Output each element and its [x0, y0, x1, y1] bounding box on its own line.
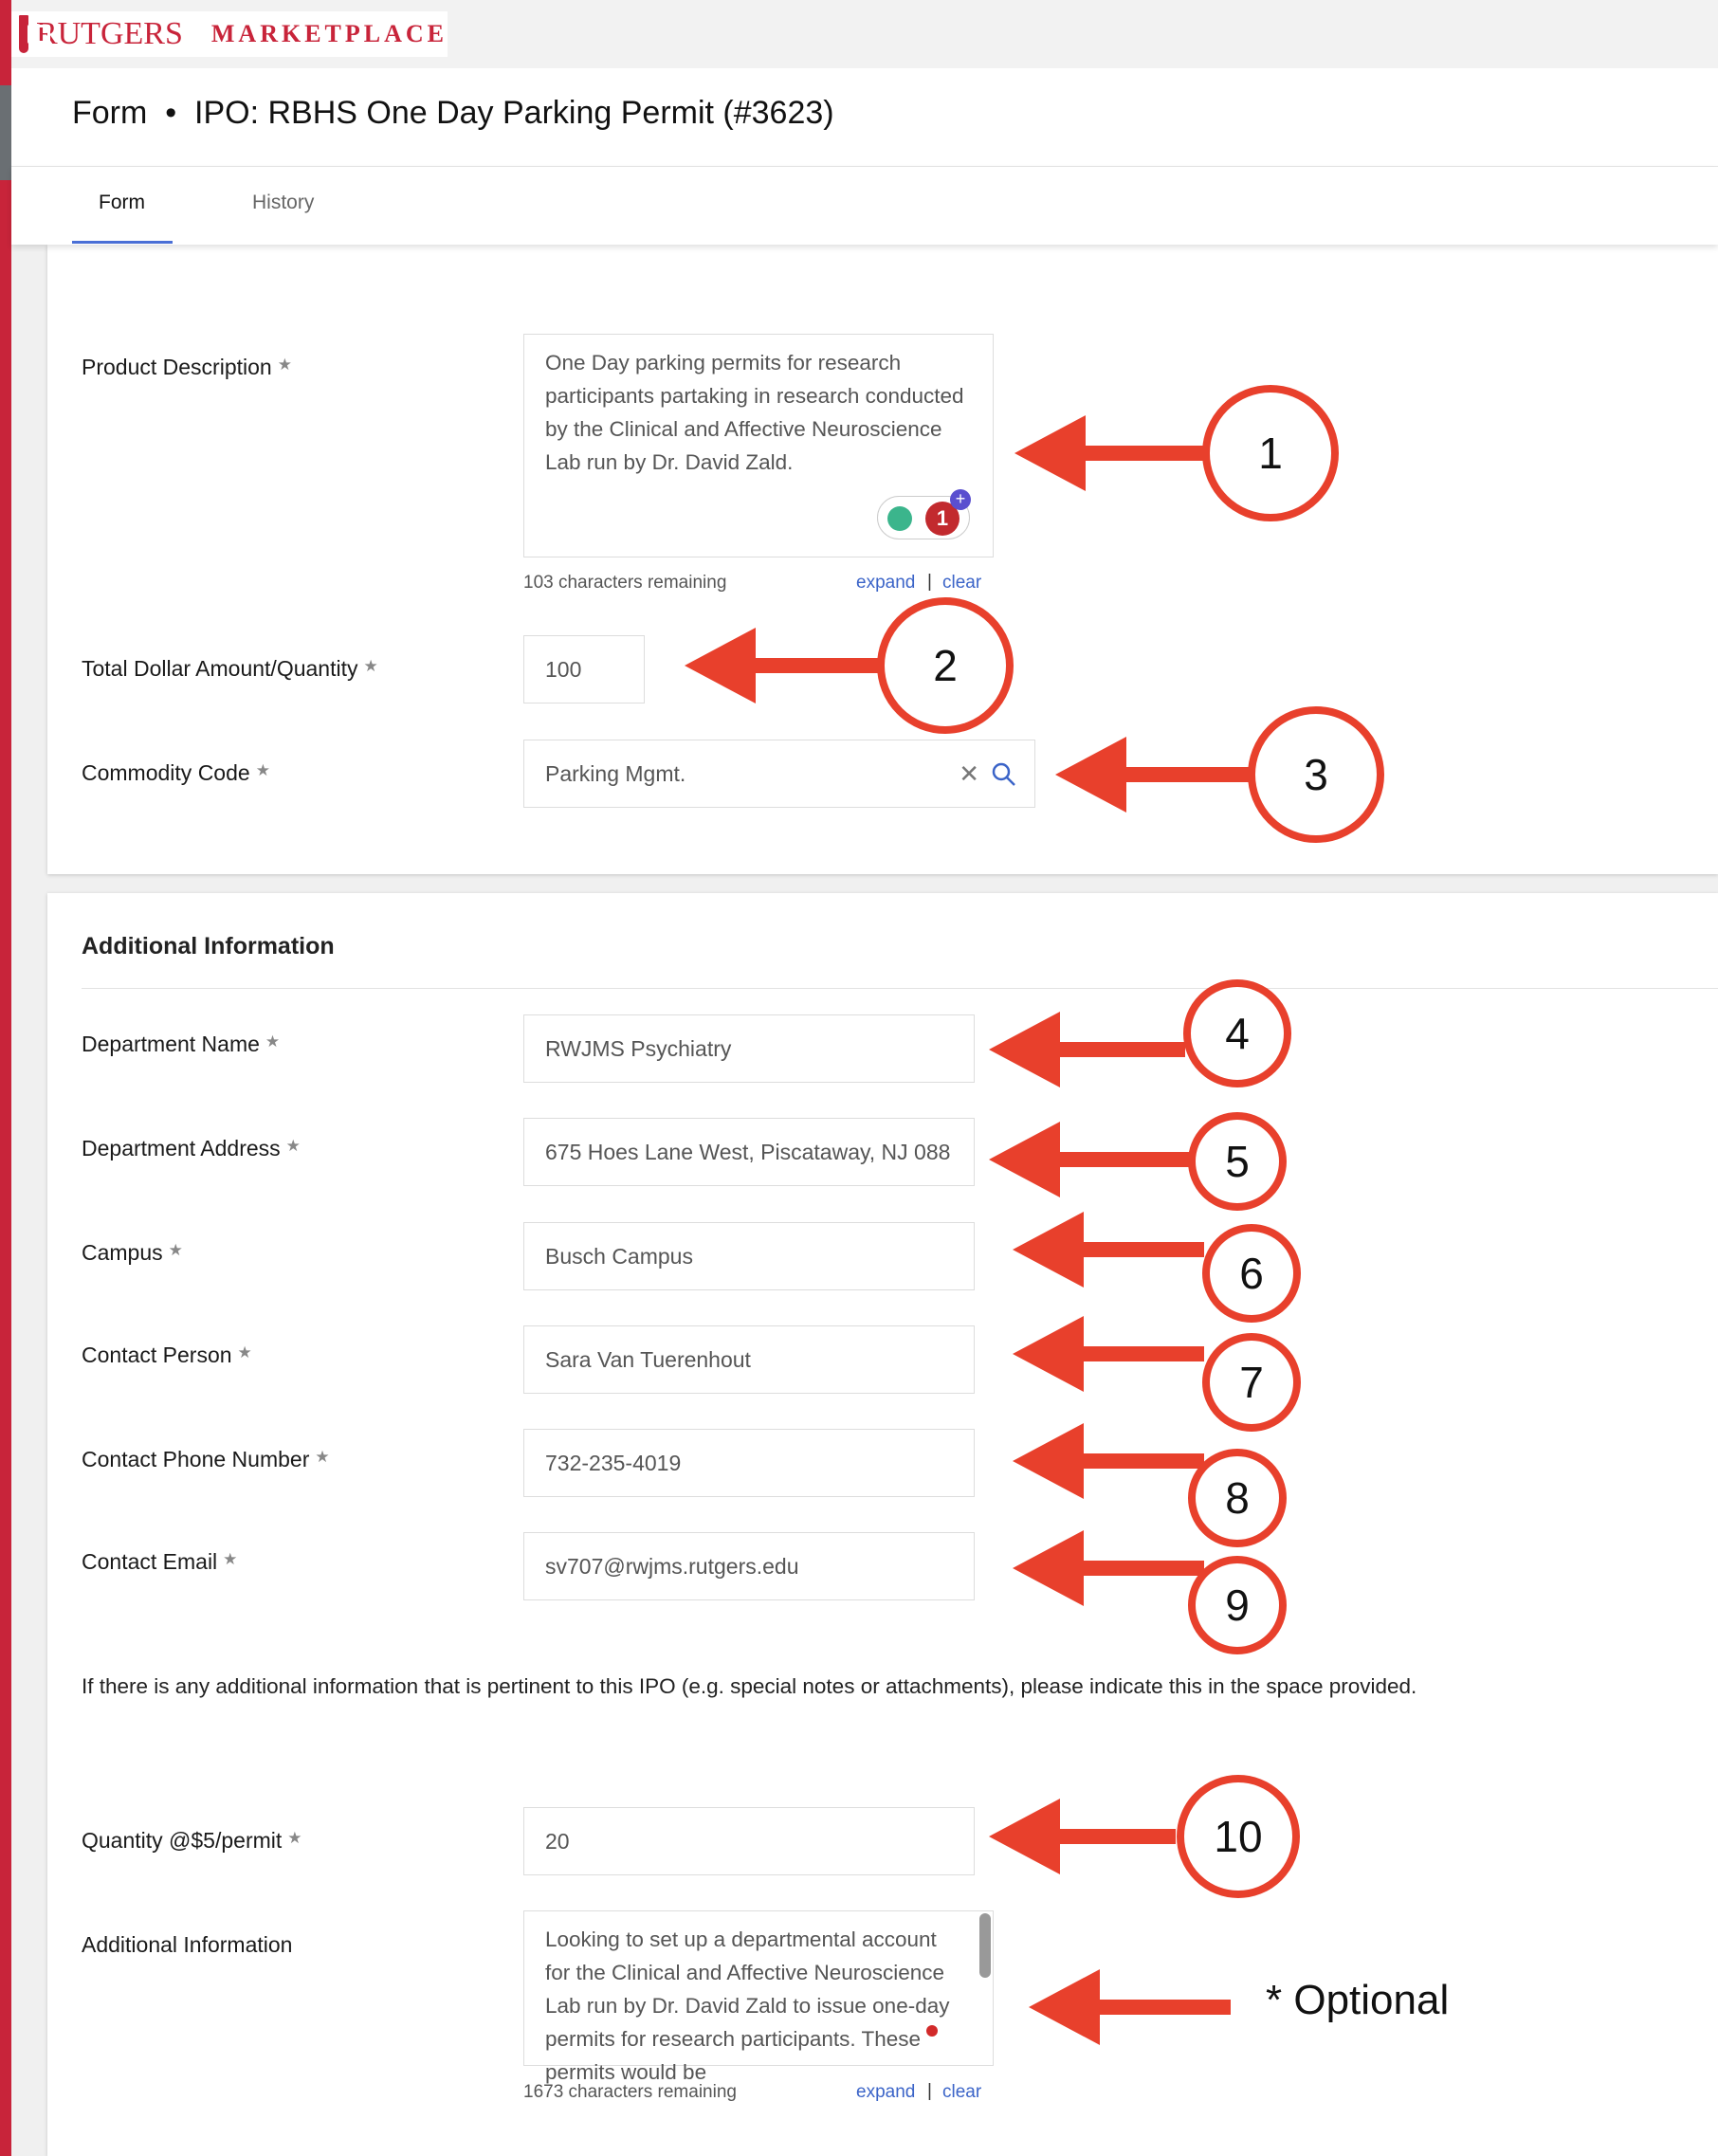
annotation-number-6: 6	[1239, 1249, 1264, 1298]
campus-label: Campus ★	[82, 1240, 183, 1265]
additional-info-expand-link[interactable]: expand	[856, 2082, 916, 2102]
product-description-text: One Day parking permits for research participants partaking in research conducted by the Clinical and Affective Neuroscience Lab run by Dr. David Zald.	[545, 351, 964, 474]
department-name-input[interactable]: RWJMS Psychiatry	[523, 1014, 975, 1083]
quantity-label: Quantity @$5/permit ★	[82, 1828, 302, 1853]
annotation-number-7: 7	[1239, 1358, 1264, 1407]
contact-phone-input[interactable]: 732-235-4019	[523, 1429, 975, 1497]
campus-input[interactable]: Busch Campus	[523, 1222, 975, 1290]
optional-annotation: * Optional	[1266, 1977, 1450, 2023]
total-amount-input[interactable]: 100	[523, 635, 645, 703]
page-title: Form • IPO: RBHS One Day Parking Permit (#3623)	[72, 95, 834, 131]
section-title: Additional Information	[82, 933, 335, 959]
contact-person-label: Contact Person ★	[82, 1343, 252, 1367]
annotation-number-9: 9	[1225, 1580, 1250, 1630]
annotation-number-10: 10	[1214, 1812, 1263, 1861]
brand-rutgers: RUTGERS	[35, 16, 183, 51]
grammar-count-badge[interactable]: 1	[925, 502, 960, 536]
contact-person-input[interactable]: Sara Van Tuerenhout	[523, 1325, 975, 1394]
commodity-code-label: Commodity Code ★	[82, 760, 270, 785]
clear-icon[interactable]: ✕	[959, 759, 979, 788]
annotation-number-2: 2	[933, 641, 958, 690]
quantity-input[interactable]: 20	[523, 1807, 975, 1875]
additional-info-note: If there is any additional information that is pertinent to this IPO (e.g. special notes or attachments), please indicate this in the space provided.	[82, 1674, 1417, 1698]
additional-info-text: Looking to set up a departmental account for the Clinical and Affective Neuroscience Lab run by Dr. David Zald to issue one-day permits for research participants. These permits would be	[545, 1928, 950, 2084]
brand-marketplace: MARKETPLACE	[210, 20, 448, 47]
description-expand-link[interactable]: expand	[856, 573, 916, 593]
contact-phone-label: Contact Phone Number ★	[82, 1447, 330, 1471]
contact-email-label: Contact Email ★	[82, 1549, 238, 1574]
link-separator: |	[927, 572, 932, 592]
tab-history[interactable]: History	[252, 192, 315, 213]
department-address-input[interactable]: 675 Hoes Lane West, Piscataway, NJ 088	[523, 1118, 975, 1186]
additional-info-label: Additional Information	[82, 1932, 293, 1957]
annotation-number-4: 4	[1225, 1009, 1250, 1058]
product-description-label: Product Description ★	[82, 355, 292, 379]
annotation-number-8: 8	[1225, 1473, 1250, 1523]
description-char-count: 103 characters remaining	[523, 573, 727, 593]
plus-icon[interactable]: +	[950, 489, 971, 510]
annotation-number-3: 3	[1304, 750, 1328, 799]
commodity-code-value: Parking Mgmt.	[545, 760, 686, 786]
annotation-number-5: 5	[1225, 1137, 1250, 1186]
contact-email-input[interactable]: sv707@rwjms.rutgers.edu	[523, 1532, 975, 1600]
link-separator: |	[927, 2081, 932, 2101]
total-amount-label: Total Dollar Amount/Quantity ★	[82, 656, 378, 681]
tab-form[interactable]: Form	[99, 192, 145, 213]
description-clear-link[interactable]: clear	[942, 573, 982, 593]
additional-info-clear-link[interactable]: clear	[942, 2082, 982, 2102]
department-name-label: Department Name ★	[82, 1032, 281, 1056]
additional-info-char-count: 1673 characters remaining	[523, 2082, 737, 2102]
annotation-number-1: 1	[1258, 429, 1283, 478]
department-address-label: Department Address ★	[82, 1136, 301, 1160]
